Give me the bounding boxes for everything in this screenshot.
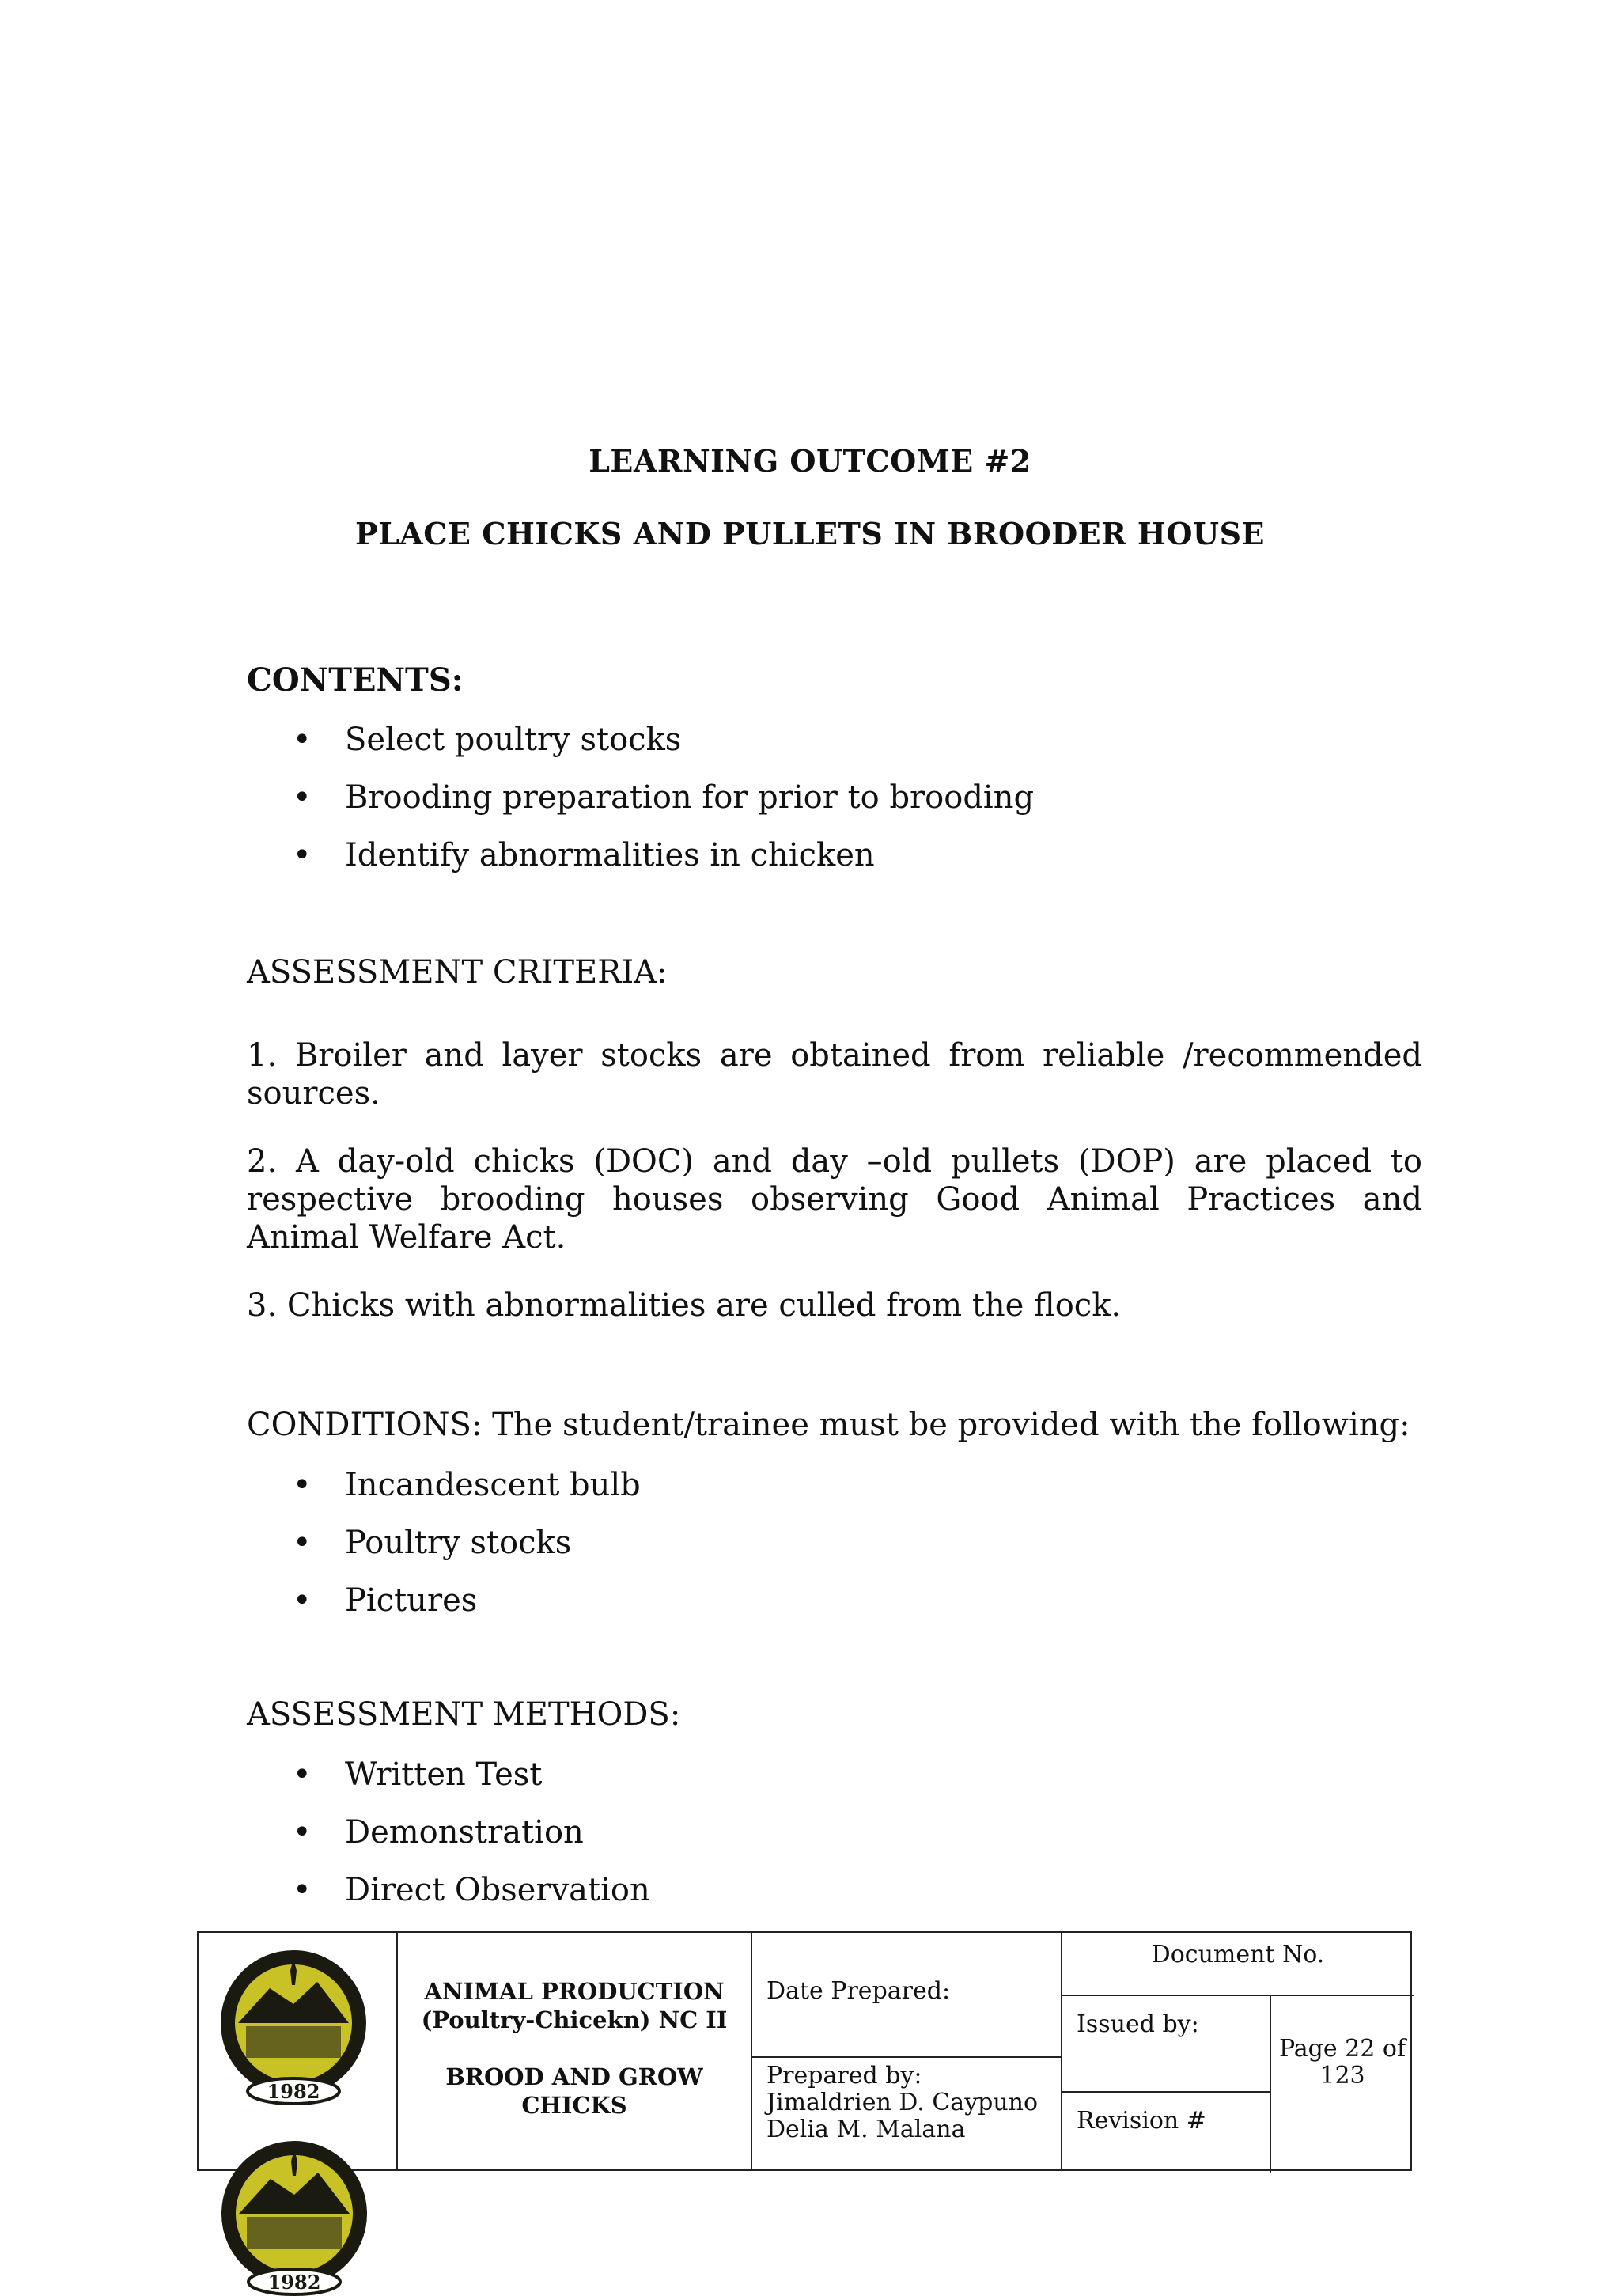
- list-item: • Identify abnormalities in chicken: [247, 835, 1034, 893]
- list-item: • Direct Observation: [247, 1870, 650, 1928]
- learning-outcome-subtitle: PLACE CHICKS AND PULLETS IN BROODER HOUSE: [355, 516, 1265, 551]
- list-item: • Poultry stocks: [247, 1523, 641, 1581]
- list-item: • Pictures: [247, 1581, 641, 1639]
- document-no-label: Document No.: [1151, 1941, 1325, 1968]
- page-number-line2: 123: [1319, 2062, 1365, 2090]
- methods-list: [247, 1755, 650, 1928]
- contents-list: [247, 720, 1034, 893]
- assessment-criteria-heading: ASSESSMENT CRITERIA:: [247, 954, 668, 991]
- author-name: Jimaldrien D. Caypuno: [766, 2089, 1039, 2116]
- list-item: • Written Test: [247, 1755, 650, 1813]
- seal-year: 1982: [267, 2271, 321, 2294]
- footer-module-line2: CHICKS: [521, 2092, 627, 2119]
- revision-label: Revision #: [1077, 2107, 1206, 2135]
- list-item: • Brooding preparation for prior to brooding: [247, 778, 1034, 835]
- school-seal-icon: [214, 1947, 373, 2105]
- criteria-item: 2. A day-old chicks (DOC) and day –old pullets (DOP) are placed to respective brooding houses observing Good Animal Practices and Animal Welfare Act.: [247, 1143, 1422, 1256]
- criteria-item: 3. Chicks with abnormalities are culled from the flock.: [247, 1287, 1122, 1324]
- prepared-by-label: Prepared by:: [766, 2062, 922, 2090]
- criteria-item: 1. Broiler and layer stocks are obtained from reliable /recommended sources.: [247, 1037, 1422, 1112]
- contents-heading: CONTENTS:: [247, 661, 464, 699]
- conditions-list: [247, 1465, 641, 1639]
- footer-course-line1: ANIMAL PRODUCTION: [424, 1978, 725, 2005]
- author-name: Delia M. Malana: [766, 2116, 966, 2143]
- learning-outcome-title: LEARNING OUTCOME #2: [589, 443, 1031, 479]
- list-item: • Incandescent bulb: [247, 1465, 641, 1523]
- document-footer-table: [197, 1931, 1412, 2171]
- page-number-line1: Page 22 of: [1278, 2035, 1406, 2063]
- list-item: • Demonstration: [247, 1813, 650, 1870]
- list-item: • Select poultry stocks: [247, 720, 1034, 778]
- seal-year: 1982: [267, 2080, 320, 2103]
- assessment-methods-heading: ASSESSMENT METHODS:: [247, 1696, 681, 1733]
- issued-by-label: Issued by:: [1077, 2010, 1199, 2038]
- conditions-heading: CONDITIONS: The student/trainee must be provided with the following:: [247, 1407, 1410, 1443]
- footer-course-line2: (Poultry-Chicekn) NC II: [421, 2006, 728, 2033]
- footer-module-line1: BROOD AND GROW: [445, 2063, 703, 2090]
- date-prepared-label: Date Prepared:: [766, 1977, 951, 2005]
- school-seal-icon: [215, 2138, 373, 2296]
